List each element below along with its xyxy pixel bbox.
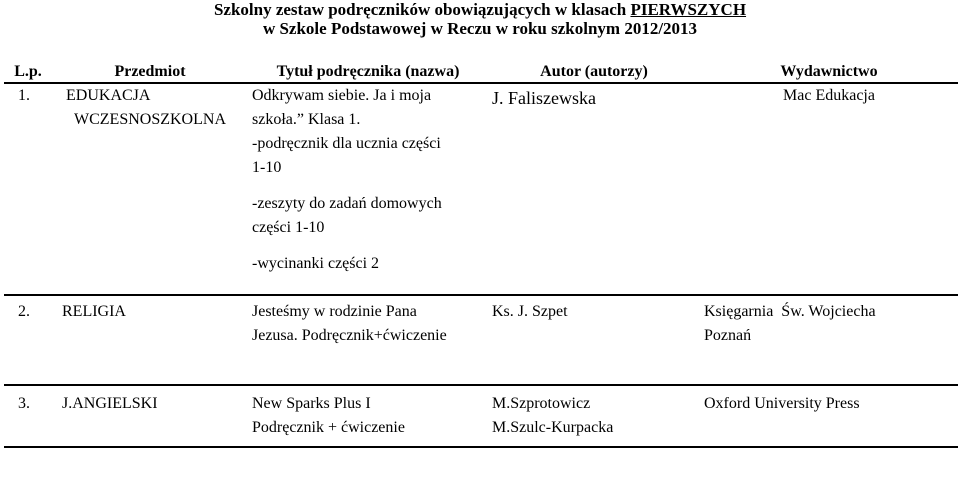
title-line: Jesteśmy w rodzinie Pana	[252, 303, 417, 320]
cell-title	[248, 385, 488, 447]
col-header-lp: L.p.	[4, 62, 52, 83]
cell-author: J. Faliszewska	[492, 88, 596, 108]
title-line-2: w Szkole Podstawowej w Reczu w roku szkolnym 2012/2013	[262, 19, 698, 38]
title-line-1-text: Szkolny zestaw podręczników obowiązujących w klasach	[213, 0, 631, 19]
col-header-author: Autor (autorzy)	[488, 62, 700, 83]
title-line: Odkrywam siebie. Ja i moja	[252, 87, 432, 104]
cell-title	[248, 83, 488, 295]
title-line: -podręcznik dla ucznia części	[252, 135, 441, 152]
table-row	[4, 295, 958, 385]
cell-lp: 2.	[18, 303, 30, 320]
col-header-publisher: Wydawnictwo	[700, 62, 958, 83]
title-line: części 1-10	[252, 219, 325, 236]
table-row	[4, 385, 958, 447]
subject-line: EDUKACJA	[66, 87, 151, 104]
cell-subject: J.ANGIELSKI	[62, 395, 158, 412]
cell-publisher: Oxford University Press	[704, 395, 860, 412]
title-line: 1-10	[252, 159, 282, 176]
cell-lp: 3.	[18, 395, 30, 412]
title-line: -wycinanki części 2	[252, 255, 380, 272]
title-line: Jezusa. Podręcznik+ćwiczenie	[252, 327, 447, 344]
document-title	[0, 0, 960, 38]
subject-line: WCZESNOSZKOLNA	[74, 111, 226, 128]
col-header-subject: Przedmiot	[52, 62, 248, 83]
col-header-title: Tytuł podręcznika (nazwa)	[248, 62, 488, 83]
cell-subject	[52, 83, 248, 295]
author-line: M.Szprotowicz	[492, 395, 591, 412]
cell-subject: RELIGIA	[62, 303, 126, 320]
table-row	[4, 83, 958, 295]
cell-publisher: Mac Edukacja	[783, 87, 875, 104]
publisher-line: Księgarnia Św. Wojciecha	[704, 303, 876, 320]
cell-author	[488, 385, 700, 447]
cell-lp: 1.	[18, 87, 30, 104]
table-header-row	[4, 62, 958, 83]
publisher-line: Poznań	[704, 327, 752, 344]
title-line-1	[0, 0, 960, 19]
title-underlined-word: PIERWSZYCH	[630, 0, 747, 19]
author-line: M.Szulc-Kurpacka	[492, 419, 614, 436]
title-line: New Sparks Plus I	[252, 395, 371, 412]
cell-publisher	[700, 295, 958, 385]
cell-author: Ks. J. Szpet	[492, 303, 568, 320]
textbook-table	[4, 62, 958, 448]
title-line: szkoła.” Klasa 1.	[252, 111, 361, 128]
title-line: Podręcznik + ćwiczenie	[252, 419, 405, 436]
title-line: -zeszyty do zadań domowych	[252, 195, 442, 212]
cell-title	[248, 295, 488, 385]
